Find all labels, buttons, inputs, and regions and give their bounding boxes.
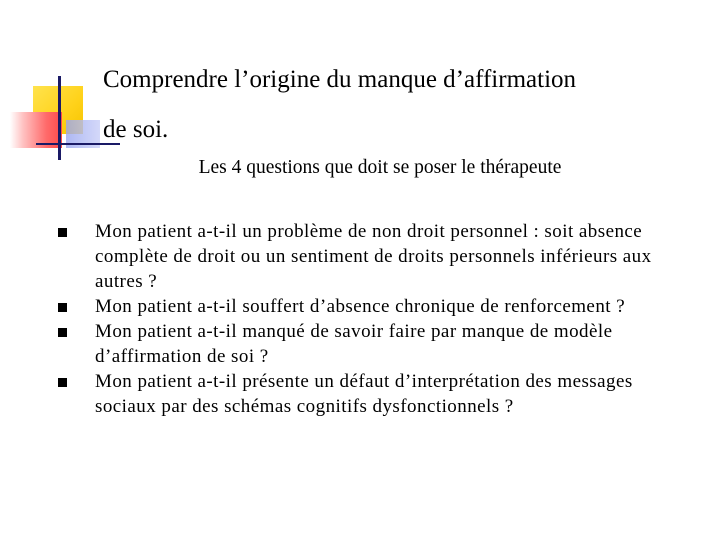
bullet-text: Mon patient a-t-il présente un défaut d’interprétation des messages sociaux par des schémas cognitifs dysfonctionnels ? bbox=[95, 371, 633, 417]
slide-title bbox=[103, 55, 703, 155]
list-item bbox=[58, 294, 668, 319]
square-bullet-icon bbox=[58, 378, 67, 387]
square-bullet-icon bbox=[58, 228, 67, 237]
bullet-text: Mon patient a-t-il un problème de non droit personnel : soit absence complète de droit ou un sentiment de droits personnels inférieurs aux autres ? bbox=[95, 221, 652, 292]
slide-title-line-2: de soi. bbox=[103, 116, 169, 143]
slide-title-line-1: Comprendre l’origine du manque d’affirmation bbox=[103, 66, 577, 93]
list-item bbox=[58, 219, 668, 294]
slide-subtitle: Les 4 questions que doit se poser le thérapeute bbox=[198, 157, 562, 178]
square-bullet-icon bbox=[58, 328, 67, 337]
logo-vertical-line bbox=[58, 76, 61, 160]
list-item bbox=[58, 369, 668, 419]
decorative-logo-icon bbox=[0, 0, 100, 170]
bullet-text: Mon patient a-t-il manqué de savoir faire par manque de modèle d’affirmation de soi ? bbox=[95, 321, 613, 367]
logo-horizontal-line bbox=[36, 143, 100, 145]
list-item bbox=[58, 319, 668, 369]
bullet-text: Mon patient a-t-il souffert d’absence chronique de renforcement ? bbox=[95, 296, 626, 317]
square-bullet-icon bbox=[58, 303, 67, 312]
bullet-list bbox=[58, 219, 668, 419]
